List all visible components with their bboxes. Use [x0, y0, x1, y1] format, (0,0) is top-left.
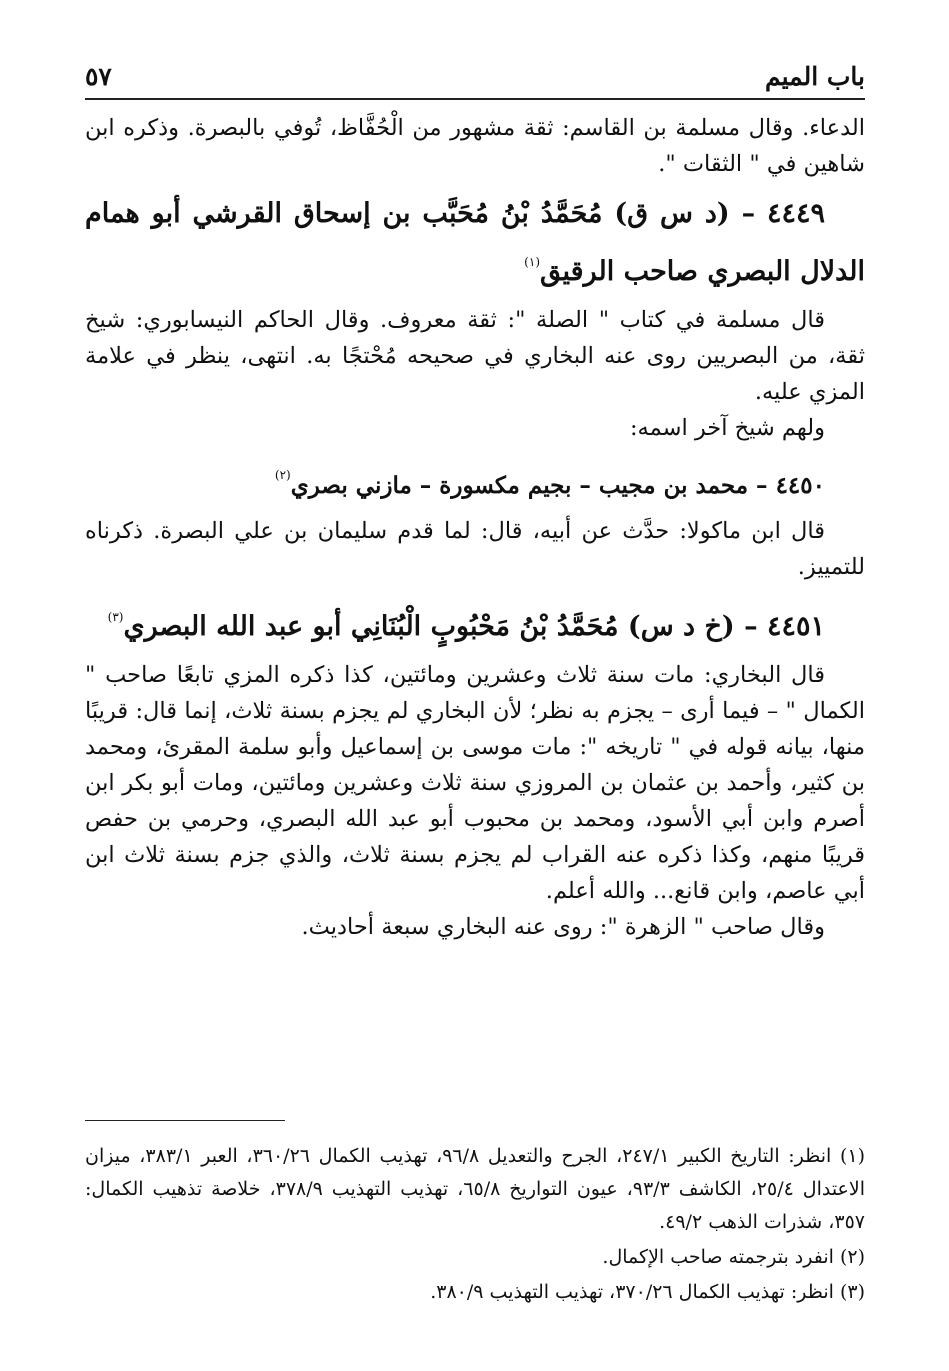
entry-4449-text: ٤٤٤٩ – (د س ق) مُحَمَّدُ بْنُ مُحَبَّب بن إسحاق القرشي أبو همام الدلال البصري صاحب الرقيق — [85, 198, 865, 287]
page-header — [85, 52, 865, 98]
footnote-ref-1: (١) — [524, 255, 540, 269]
footnote-ref-3: (٣) — [107, 610, 124, 624]
page-number: ٥٧ — [85, 62, 112, 91]
footnote-divider — [85, 1120, 285, 1121]
paragraph-zahra: وقال صاحب " الزهرة ": روى عنه البخاري سبعة أحاديث. — [301, 914, 825, 940]
paragraph-4449: قال مسلمة في كتاب " الصلة ": ثقة معروف. وقال الحاكم النيسابوري: شيخ ثقة، من البصريين روى عنه البخاري في صحيحه مُحْتجًا به. انتهى، ينظر في علامة المزي عليه. — [85, 307, 865, 405]
footnote-2: (٢) انفرد بترجمته صاحب الإكمال. — [602, 1246, 865, 1268]
entry-4450-text: ٤٤٥٠ – محمد بن مجيب – بجيم مكسورة – مازني بصري — [290, 472, 825, 499]
entry-4451-heading — [85, 593, 865, 651]
entry-4451-text: ٤٤٥١ – (خ د س) مُحَمَّدُ بْنُ مَحْبُوبٍ الْبُنَانِي أبو عبد الله البصري — [123, 611, 825, 642]
paragraph-4450: قال ابن ماكولا: حدَّث عن أبيه، قال: لما قدم سليمان بن علي البصرة. ذكرناه للتمييز. — [85, 518, 865, 580]
paragraph-other-sheikh: ولهم شيخ آخر اسمه: — [629, 415, 825, 441]
entry-4450-heading — [85, 454, 865, 507]
entry-4449-heading — [85, 190, 865, 296]
main-text — [85, 110, 865, 945]
paragraph-continuation: الدعاء. وقال مسلمة بن القاسم: ثقة مشهور من الْحُفَّاظ، تُوفي بالبصرة. وذكره ابن شاهين في " الثقات ". — [85, 115, 865, 177]
chapter-title: باب الميم — [764, 62, 865, 91]
footnotes — [85, 1140, 865, 1311]
header-divider — [85, 98, 865, 100]
paragraph-4451: قال البخاري: مات سنة ثلاث وعشرين ومائتين، كذا ذكره المزي تابعًا صاحب " الكمال " – فيما أرى – يجزم به نظر؛ لأن البخاري لم يجزم بسنة ثلاث، إنما قال: قريبًا منها، بيانه قوله في " تاريخه ": مات موسى بن إسماعيل وأبو سلمة المقرئ، ومحمد بن كثير، وأحمد بن عثمان بن المروزي سنة ثلاث وعشرين ومائتين، ومات أبو بكر ابن أصرم وابن أبي الأسود، ومحمد بن محبوب أبو عبد الله البصري، وحرمي بن حفص قريبًا منهم، وكذا ذكره عنه القراب لم يجزم بسنة ثلاث، والذي جزم بسنة ثلاث ابن أبي عاصم، وابن قانع... والله أعلم. — [85, 662, 865, 904]
footnote-1: (١) انظر: التاريخ الكبير ٢٤٧/١، الجرح والتعديل ٩٦/٨، تهذيب الكمال ٣٦٠/٢٦، العبر ٣٨٣/١، ميزان الاعتدال ٢٥/٤، الكاشف ٩٣/٣، عيون التواريخ ٦٥/٨، تهذيب التهذيب ٣٧٨/٩، خلاصة تذهيب الكمال: ٣٥٧، شذرات الذهب ٤٩/٢. — [85, 1145, 866, 1233]
footnote-3: (٣) انظر: تهذيب الكمال ٣٧٠/٢٦، تهذيب التهذيب ٣٨٠/٩. — [430, 1281, 865, 1303]
footnote-ref-2: (٢) — [274, 468, 291, 482]
